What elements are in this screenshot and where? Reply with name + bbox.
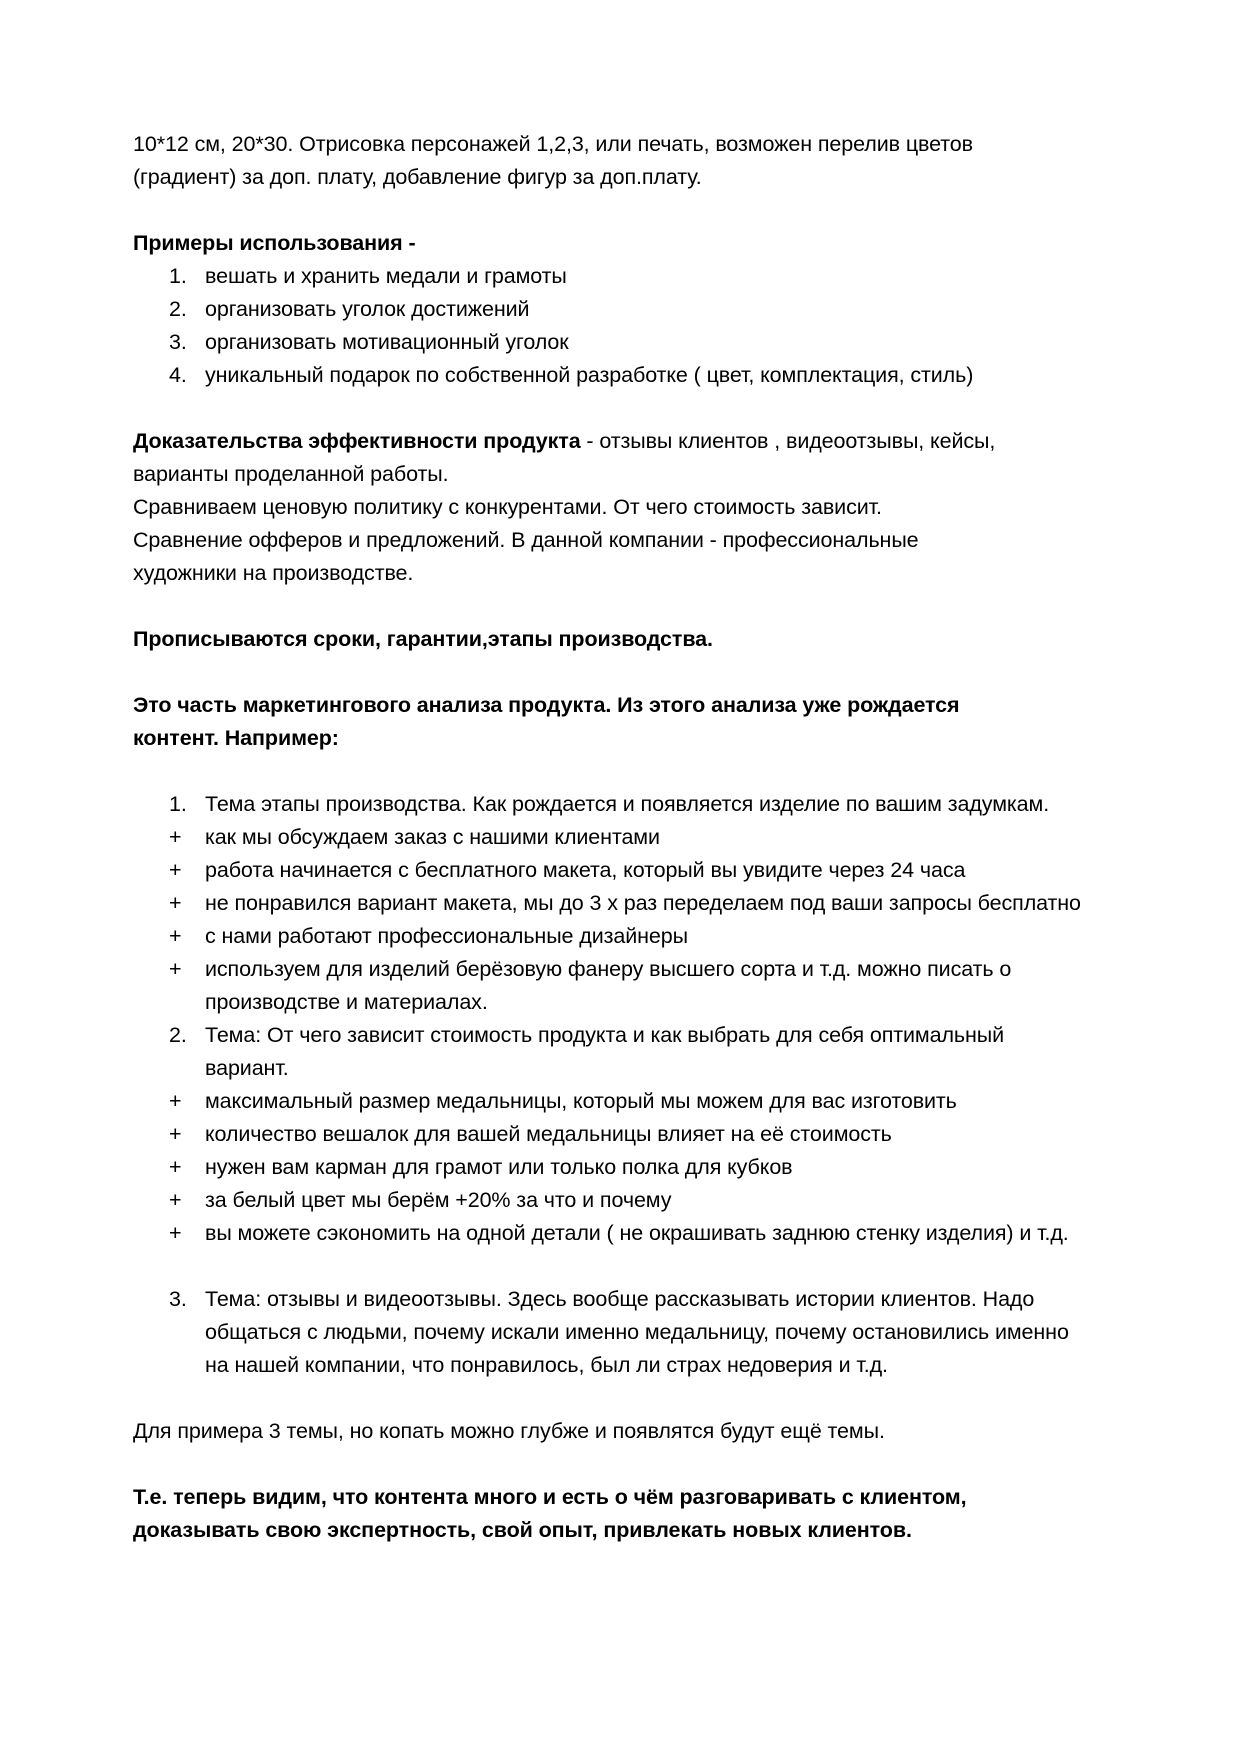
- proof-bold-lead: Доказательства эффективности продукта: [133, 429, 581, 453]
- list-item: [133, 293, 1089, 326]
- topic-three-list: [133, 1283, 1089, 1382]
- conclusion-line-2: доказывать свою экспертность, свой опыт, привлекать новых клиентов.: [133, 1518, 912, 1542]
- list-item-text: организовать уголок достижений: [205, 297, 530, 321]
- list-marker: +: [169, 1122, 182, 1146]
- spacer: [133, 1382, 1089, 1415]
- spacer: [133, 194, 1089, 227]
- list-item-text: Тема этапы производства. Как рождается и появляется изделие по вашим задумкам.: [205, 792, 1050, 816]
- closing-note: Для примера 3 темы, но копать можно глубже и появлятся будут ещё темы.: [133, 1419, 885, 1443]
- list-marker: +: [169, 858, 182, 882]
- list-item: [133, 920, 1089, 953]
- list-item-text: максимальный размер медальницы, который мы можем для вас изготовить: [205, 1089, 957, 1113]
- list-item-text: с нами работают профессиональные дизайнеры: [205, 924, 688, 948]
- list-item: [133, 1118, 1089, 1151]
- list-item-text: за белый цвет мы берём +20% за что и почему: [205, 1188, 672, 1212]
- proof-line-4: Сравнение офферов и предложений. В данной компании - профессиональные: [133, 528, 919, 552]
- list-marker: 2.: [169, 297, 187, 321]
- spacer: [133, 755, 1089, 788]
- usage-list: [133, 260, 1089, 392]
- proof-lead-rest: - отзывы клиентов , видеоотзывы, кейсы,: [580, 429, 996, 453]
- list-item: [133, 1184, 1089, 1217]
- list-item: [133, 1151, 1089, 1184]
- list-item-text: вешать и хранить медали и грамоты: [205, 264, 567, 288]
- proof-line-5: художники на производстве.: [133, 561, 414, 585]
- list-item: [133, 1217, 1089, 1250]
- list-item: [133, 887, 1089, 920]
- marketing-line-2: контент. Например:: [133, 726, 339, 750]
- list-item-text: количество вешалок для вашей медальницы влияет на её стоимость: [205, 1122, 892, 1146]
- list-item-text: используем для изделий берёзовую фанеру высшего сорта и т.д. можно писать о производстве и материалах.: [205, 957, 1012, 1014]
- list-item: [133, 326, 1089, 359]
- list-marker: 1.: [169, 792, 187, 816]
- list-item: [133, 260, 1089, 293]
- list-item-text: не понравился вариант макета, мы до 3 х раз переделаем под ваши запросы бесплатно: [205, 891, 1081, 915]
- list-item: [133, 1019, 1089, 1085]
- list-item-text: вы можете сэкономить на одной детали ( не окрашивать заднюю стенку изделия) и т.д.: [205, 1221, 1069, 1245]
- list-marker: +: [169, 1221, 182, 1245]
- list-item-text: работа начинается с бесплатного макета, который вы увидите через 24 часа: [205, 858, 966, 882]
- spacer: [133, 590, 1089, 623]
- proof-line-2: варианты проделанной работы.: [133, 462, 449, 486]
- list-item: [133, 821, 1089, 854]
- list-item: [133, 854, 1089, 887]
- list-marker: +: [169, 825, 182, 849]
- proof-line-3: Сравниваем ценовую политику с конкурентами. От чего стоимость зависит.: [133, 495, 882, 519]
- spacer: [133, 1250, 1089, 1283]
- list-item: [133, 1283, 1089, 1382]
- list-item-text: уникальный подарок по собственной разработке ( цвет, комплектация, стиль): [205, 363, 974, 387]
- spacer: [133, 1448, 1089, 1481]
- list-item-text: организовать мотивационный уголок: [205, 330, 569, 354]
- list-item-text: как мы обсуждаем заказ с нашими клиентами: [205, 825, 660, 849]
- terms-heading: Прописываются сроки, гарантии,этапы производства.: [133, 627, 713, 651]
- spacer: [133, 392, 1089, 425]
- list-marker: +: [169, 1155, 182, 1179]
- document-body: [133, 128, 1089, 1547]
- marketing-line-1: Это часть маркетингового анализа продукта. Из этого анализа уже рождается: [133, 693, 960, 717]
- list-item: [133, 953, 1089, 1019]
- list-marker: 3.: [169, 1287, 187, 1311]
- usage-heading: Примеры использования -: [133, 231, 416, 255]
- list-marker: 2.: [169, 1023, 187, 1047]
- list-marker: +: [169, 957, 182, 981]
- list-marker: +: [169, 891, 182, 915]
- list-marker: 1.: [169, 264, 187, 288]
- spacer: [133, 656, 1089, 689]
- list-item-text: Тема: От чего зависит стоимость продукта и как выбрать для себя оптимальный вариант.: [205, 1023, 1005, 1080]
- list-item-text: нужен вам карман для грамот или только полка для кубков: [205, 1155, 793, 1179]
- list-marker: +: [169, 1089, 182, 1113]
- list-item: [133, 788, 1089, 821]
- list-marker: 4.: [169, 363, 187, 387]
- list-item-text: Тема: отзывы и видеоотзывы. Здесь вообще рассказывать истории клиентов. Надо общаться с людьми, почему искали именно медальницу, почему остановились именно на нашей компании, что понравилось, был ли страх недоверия и т.д.: [205, 1287, 1069, 1377]
- intro-line-2: (градиент) за доп. плату, добавление фигур за доп.плату.: [133, 165, 702, 189]
- intro-line-1: 10*12 см, 20*30. Отрисовка персонажей 1,2,3, или печать, возможен перелив цветов: [133, 132, 973, 156]
- list-item: [133, 1085, 1089, 1118]
- list-marker: +: [169, 1188, 182, 1212]
- list-item: [133, 359, 1089, 392]
- proof-lead-paragraph: [133, 425, 1089, 458]
- list-marker: 3.: [169, 330, 187, 354]
- topics-list: [133, 788, 1089, 1250]
- list-marker: +: [169, 924, 182, 948]
- conclusion-line-1: Т.е. теперь видим, что контента много и есть о чём разговаривать с клиентом,: [133, 1485, 967, 1509]
